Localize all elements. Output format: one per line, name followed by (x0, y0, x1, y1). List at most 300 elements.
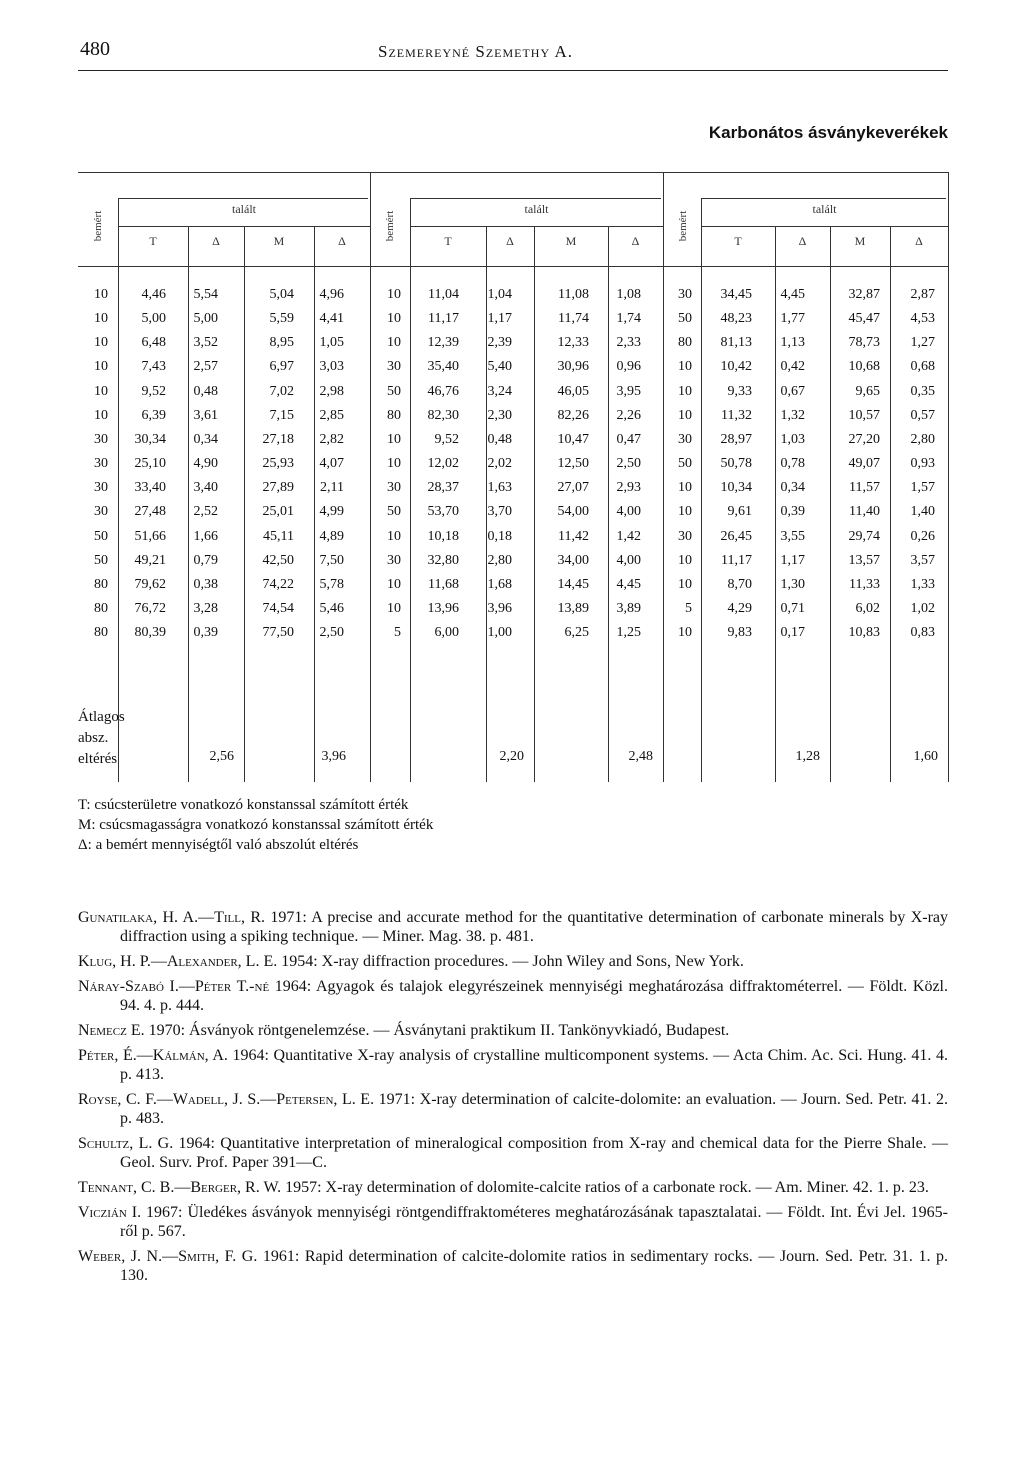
table-cell: 11,33 (849, 576, 880, 592)
table-cell: 1,25 (616, 625, 641, 641)
table-cell: 49,21 (134, 552, 166, 568)
table-cell: 50,78 (720, 456, 752, 472)
reference-authors: Schultz, L. G. (78, 1135, 174, 1152)
table-cell: 32,80 (427, 552, 459, 568)
table-title: Karbonátos ásványkeverékek (708, 123, 948, 142)
average-label-line: Átlagos (78, 709, 125, 725)
table-cell: 10 (387, 311, 401, 327)
table-cell: 74,54 (262, 600, 294, 616)
table-cell: 6,02 (855, 600, 880, 616)
table-cell: 4,45 (780, 287, 805, 302)
table-cell: 6,39 (141, 407, 166, 423)
col-label-bemert: bemért (92, 210, 104, 242)
table-cell: 9,52 (141, 383, 166, 399)
table-cell: 80 (387, 407, 401, 423)
table-cell: 10 (678, 383, 692, 399)
table-cell: 0,47 (616, 431, 641, 447)
table-cell: 3,57 (910, 552, 935, 568)
table-cell: 30,96 (557, 359, 589, 375)
table-cell: 11,17 (428, 311, 459, 327)
table-cell: 30 (94, 431, 108, 447)
table-cell: 76,72 (134, 600, 166, 616)
reference-authors: Tennant, C. B.—Berger, R. W. (78, 1179, 282, 1196)
legend (78, 795, 433, 855)
table-cell: 46,76 (427, 383, 459, 399)
table-cell: 50 (94, 528, 108, 544)
table-cell: 35,40 (427, 359, 459, 375)
table-cell: 5,78 (319, 576, 344, 592)
table-cell: 11,42 (558, 528, 589, 544)
table-cell: 2,33 (616, 335, 641, 351)
col-label: Δ (798, 234, 807, 248)
reference-text: 1971: A precise and accurate method for the quantitative determination of carbonate minerals by X-ray diffraction using a spiking technique. — Miner. Mag. 38. p. 481. (120, 909, 949, 945)
table-cell: 2,50 (319, 625, 344, 641)
table-cell: 11,68 (428, 576, 459, 592)
reference-entry (78, 1203, 948, 1241)
table-cell: 10 (94, 287, 108, 302)
reference-entry (78, 1134, 948, 1172)
average-value: 2,20 (499, 749, 524, 764)
table-cell: 0,57 (910, 407, 935, 423)
col-label-bemert: bemért (384, 210, 396, 242)
reference-entry (78, 1046, 948, 1084)
table-cell: 4,41 (319, 311, 344, 327)
table-cell: 5,54 (193, 287, 218, 302)
table-cell: 45,11 (263, 528, 294, 544)
table-cell: 50 (94, 552, 108, 568)
table-cell: 10 (678, 576, 692, 592)
col-label: T (734, 234, 742, 248)
table-cell: 10,42 (720, 359, 752, 375)
table-cell: 0,48 (487, 431, 512, 447)
table-cell: 3,03 (319, 359, 344, 375)
table-cell: 3,70 (487, 504, 512, 520)
table-cell: 7,15 (269, 407, 294, 423)
table-cell: 2,39 (487, 335, 512, 351)
legend-line: M: csúcsmagasságra vonatkozó konstanssal számított érték (78, 817, 434, 833)
reference-text: 1967: Üledékes ásványok mennyiségi röntgendiffraktométeres meghatározásának tapasztalatai. — Földt. Int. Évi Jel. 1965-ről p. 567. (120, 1204, 948, 1240)
table-cell: 1,66 (193, 528, 218, 544)
col-label: Δ (631, 234, 640, 248)
table-cell: 0,34 (193, 431, 218, 447)
table-cell: 10 (94, 383, 108, 399)
table-cell: 13,96 (427, 600, 459, 616)
table-cell: 3,61 (193, 407, 218, 423)
table-cell: 12,02 (427, 456, 459, 472)
table-cell: 13,57 (848, 552, 880, 568)
table-cell: 10 (387, 600, 401, 616)
table-cell: 29,74 (848, 528, 880, 544)
group-title-1 (410, 172, 663, 198)
table-cell: 0,67 (780, 383, 805, 399)
rule-vertical (948, 172, 949, 782)
table-cell: 0,48 (193, 383, 218, 399)
table-cell: 1,63 (487, 480, 512, 496)
table-cell: 50 (387, 504, 401, 520)
table-cell: 9,65 (855, 383, 880, 399)
table-cell: 3,52 (193, 335, 218, 351)
table-cell: 78,73 (848, 335, 880, 351)
col-label: Δ (338, 234, 346, 248)
table-cell: 26,45 (720, 528, 752, 544)
table-cell: 9,33 (727, 383, 752, 399)
col-label-talalt: talált (524, 202, 549, 216)
table-cell: 4,00 (616, 552, 641, 568)
average-value: 3,96 (321, 749, 346, 764)
table-cell: 0,26 (910, 528, 935, 544)
table-cell: 1,08 (616, 287, 641, 302)
table-cell: 2,93 (616, 480, 641, 496)
rule-group (118, 198, 368, 199)
table-cell: 1,74 (616, 311, 641, 327)
table-cell: 30 (387, 480, 401, 496)
table-cell: 33,40 (134, 480, 166, 496)
table-cell: 30 (94, 480, 108, 496)
reference-text: 1971: X-ray determination of calcite-dolomite: an evaluation. — Journ. Sed. Petr. 41. 2. p. 483. (120, 1091, 949, 1127)
table-cell: 30 (387, 359, 401, 375)
table-cell: 10 (678, 480, 692, 496)
table-cell: 48,23 (720, 311, 752, 327)
table-cell: 28,97 (720, 431, 752, 447)
table-cell: 1,05 (319, 335, 344, 351)
table-cell: 77,50 (262, 625, 294, 641)
table-cell: 10 (678, 407, 692, 423)
table-cell: 2,57 (193, 359, 218, 375)
rule-header-bottom (78, 266, 948, 267)
table-cell: 11,40 (849, 504, 880, 520)
table-cell: 4,90 (193, 456, 218, 472)
table-cell: 2,02 (487, 456, 512, 472)
table-cell: 1,00 (487, 625, 512, 641)
table-cell: 2,26 (616, 407, 641, 423)
table-cell: 5,59 (269, 311, 294, 327)
table-cell: 10 (678, 504, 692, 520)
table-cell: 12,39 (427, 335, 459, 351)
table-cell: 10,34 (720, 480, 752, 496)
reference-entry (78, 977, 948, 1015)
table-cell: 50 (678, 311, 692, 327)
table-cell: 10,57 (848, 407, 880, 423)
table-cell: 50 (387, 383, 401, 399)
reference-authors: Royse, C. F.—Wadell, J. S.—Petersen, L. E. (78, 1091, 375, 1108)
table-cell: 4,00 (616, 504, 641, 520)
table-cell: 80 (678, 335, 692, 351)
table-cell: 27,89 (262, 480, 294, 496)
table-cell: 82,26 (557, 407, 589, 423)
reference-entry (78, 952, 948, 971)
reference-authors: Gunatilaka, H. A.—Till, R. (78, 909, 265, 926)
table-cell: 42,50 (262, 552, 294, 568)
table-cell: 11,08 (558, 287, 589, 302)
rule-group (701, 198, 946, 199)
table-cell: 5 (394, 625, 401, 641)
reference-entry (78, 908, 948, 946)
table-cell: 10 (94, 311, 108, 327)
table-cell: 0,93 (910, 456, 935, 472)
table-cell: 10 (387, 456, 401, 472)
average-label-line: absz. (78, 730, 109, 746)
page-header (78, 36, 948, 71)
table-cell: 10 (387, 431, 401, 447)
table-cell: 1,02 (910, 600, 935, 616)
table-cell: 10 (94, 407, 108, 423)
average-value: 1,60 (913, 749, 938, 764)
table-cell: 2,82 (319, 431, 344, 447)
table-cell: 1,03 (780, 431, 805, 447)
table-cell: 4,89 (319, 528, 344, 544)
table-cell: 27,07 (557, 480, 589, 496)
table-cell: 0,42 (780, 359, 805, 375)
table-cell: 1,40 (910, 504, 935, 520)
table-cell: 3,40 (193, 480, 218, 496)
table-cell: 54,00 (557, 504, 589, 520)
average-label (78, 707, 125, 770)
table-cell: 2,87 (910, 287, 935, 302)
references (78, 908, 948, 1291)
table-cell: 8,95 (269, 335, 294, 351)
table-cell: 30 (678, 287, 692, 302)
rule-sub (701, 226, 948, 227)
reference-text: 1970: Ásványok röntgenelemzése. — Ásványtani praktikum II. Tankönyvkiadó, Budapest. (144, 1022, 730, 1039)
col-label: M (273, 234, 285, 248)
table-cell: 6,25 (564, 625, 589, 641)
table-cell: 5,00 (141, 311, 166, 327)
table-cell: 5 (685, 600, 692, 616)
table-cell: 0,71 (780, 600, 805, 616)
data-table (78, 172, 948, 782)
reference-authors: Weber, J. N.—Smith, F. G. (78, 1248, 258, 1265)
table-cell: 14,45 (557, 576, 589, 592)
table-cell: 32,87 (848, 287, 880, 302)
table-cell: 1,13 (780, 335, 805, 351)
table-cell: 0,83 (910, 625, 935, 641)
table-cell: 0,39 (193, 625, 218, 641)
table-cell: 74,22 (262, 576, 294, 592)
table-cell: 28,37 (427, 480, 459, 496)
reference-text: 1954: X-ray diffraction procedures. — John Wiley and Sons, New York. (277, 953, 744, 970)
table-cell: 1,17 (780, 552, 805, 568)
reference-entry (78, 1021, 948, 1040)
table-cell: 10 (387, 335, 401, 351)
table-cell: 2,11 (320, 480, 344, 496)
table-cell: 5,40 (487, 359, 512, 375)
col-label-talalt: talált (812, 202, 837, 216)
table-cell: 50 (678, 456, 692, 472)
group-title-2 (703, 172, 948, 198)
table-cell: 11,32 (721, 407, 752, 423)
average-value: 2,48 (628, 749, 653, 764)
legend-line: Δ: a bemért mennyiségtől való abszolút eltérés (78, 837, 359, 853)
table-cell: 3,96 (487, 600, 512, 616)
table-cell: 0,38 (193, 576, 218, 592)
table-cell: 27,18 (262, 431, 294, 447)
table-cell: 3,24 (487, 383, 512, 399)
table-cell: 1,04 (487, 287, 512, 302)
reference-authors: Viczián I. (78, 1204, 142, 1221)
table-cell: 30 (387, 552, 401, 568)
table-cell: 10 (387, 287, 401, 302)
reference-text: 1964: Quantitative interpretation of mineralogical composition from X-ray and chemical data for the Pierre Shale. — Geol. Surv. Prof. Paper 391—C. (120, 1135, 948, 1171)
table-cell: 11,74 (558, 311, 589, 327)
legend-line: T: csúcsterületre vonatkozó konstanssal számított érték (78, 797, 409, 813)
reference-authors: Péter, É.—Kálmán, A. (78, 1047, 228, 1064)
table-cell: 10,47 (557, 431, 589, 447)
table-cell: 34,00 (557, 552, 589, 568)
table-cell: 1,33 (910, 576, 935, 592)
table-cell: 25,10 (134, 456, 166, 472)
table-cell: 0,17 (780, 625, 805, 641)
table-cell: 4,96 (319, 287, 344, 302)
table-cell: 0,34 (780, 480, 805, 496)
table-cell: 12,50 (557, 456, 589, 472)
table-cell: 10,18 (427, 528, 459, 544)
table-cell: 5,04 (269, 287, 294, 302)
table-cell: 12,33 (557, 335, 589, 351)
col-label-talalt: talált (232, 202, 256, 216)
table-cell: 10 (94, 335, 108, 351)
table-cell: 11,04 (428, 287, 459, 302)
table-cell: 11,57 (849, 480, 880, 496)
table-cell: 27,20 (848, 431, 880, 447)
table-cell: 0,35 (910, 383, 935, 399)
table-cell: 1,57 (910, 480, 935, 496)
reference-entry (78, 1178, 948, 1197)
table-cell: 25,93 (262, 456, 294, 472)
table-cell: 13,89 (557, 600, 589, 616)
table-cell: 10 (678, 625, 692, 641)
rule-group (410, 198, 661, 199)
page-number: 480 (80, 38, 110, 60)
table-cell: 0,68 (910, 359, 935, 375)
table-cell: 11,17 (721, 552, 752, 568)
table-cell: 0,96 (616, 359, 641, 375)
col-label: Δ (915, 234, 923, 248)
table-cell: 10 (678, 359, 692, 375)
col-label: Δ (506, 234, 514, 248)
table-cell: 8,70 (727, 576, 752, 592)
reference-text: 1964: Quantitative X-ray analysis of crystalline multicomponent systems. — Acta Chim. Ac. Sci. Hung. 41. 4. p. 413. (120, 1047, 948, 1083)
col-label-bemert: bemért (677, 210, 689, 242)
table-cell: 3,89 (616, 600, 641, 616)
table-cell: 0,78 (780, 456, 805, 472)
col-label: M (565, 234, 577, 248)
col-label: T (149, 234, 157, 248)
table-cell: 7,50 (319, 552, 344, 568)
col-label: Δ (212, 234, 220, 248)
table-cell: 9,61 (727, 504, 752, 520)
reference-text: 1961: Rapid determination of calcite-dolomite ratios in sedimentary rocks. — Journ. Sed. Petr. 31. 1. p. 130. (120, 1248, 948, 1284)
table-cell: 6,48 (141, 335, 166, 351)
table-cell: 4,99 (319, 504, 344, 520)
reference-text: 1964: Agyagok és talajok elegyrészeinek mennyiségi meghatározása diffraktométerrel. — Földt. Közl. 94. 4. p. 444. (120, 978, 948, 1014)
running-title: Szemereyné Szemethy A. (378, 42, 573, 61)
table-cell: 30,34 (134, 431, 166, 447)
table-cell: 4,53 (910, 311, 935, 327)
table-cell: 53,70 (427, 504, 459, 520)
table-cell: 10 (678, 552, 692, 568)
table-cell: 25,01 (262, 504, 294, 520)
table-cell: 1,42 (616, 528, 641, 544)
col-label: T (444, 234, 452, 248)
table-cell: 1,17 (487, 311, 512, 327)
average-label-line: eltérés (78, 751, 118, 767)
table-cell: 6,00 (434, 625, 459, 641)
table-cell: 10,83 (848, 625, 880, 641)
table-cell: 2,52 (193, 504, 218, 520)
table-cell: 0,39 (780, 504, 805, 520)
table-cell: 51,66 (134, 528, 166, 544)
table-cell: 10,68 (848, 359, 880, 375)
table-cell: 1,32 (780, 407, 805, 423)
reference-entry (78, 1090, 948, 1128)
table-cell: 7,02 (269, 383, 294, 399)
table-cell: 80,39 (134, 625, 166, 641)
table-cell: 1,27 (910, 335, 935, 351)
reference-entry (78, 1247, 948, 1285)
table-cell: 2,98 (319, 383, 344, 399)
reference-authors: Klug, H. P.—Alexander, L. E. (78, 953, 278, 970)
table-cell: 7,43 (141, 359, 166, 375)
table-cell: 30 (94, 456, 108, 472)
table-cell: 2,50 (616, 456, 641, 472)
table-cell: 4,07 (319, 456, 344, 472)
table-cell: 4,29 (727, 600, 752, 616)
table-cell: 34,45 (720, 287, 752, 302)
average-value: 2,56 (209, 749, 234, 764)
table-cell: 2,80 (487, 552, 512, 568)
rule-sub (410, 226, 663, 227)
reference-authors: Náray-Szabó I.—Péter T.-né (78, 978, 270, 995)
table-cell: 81,13 (720, 335, 752, 351)
table-cell: 49,07 (848, 456, 880, 472)
table-cell: 30 (94, 504, 108, 520)
table-cell: 1,68 (487, 576, 512, 592)
reference-text: 1957: X-ray determination of dolomite-calcite ratios of a carbonate rock. — Am. Miner. 42. 1. p. 23. (281, 1179, 929, 1196)
table-cell: 80 (94, 576, 108, 592)
table-cell: 2,85 (319, 407, 344, 423)
table-cell: 80 (94, 600, 108, 616)
table-cell: 80 (94, 625, 108, 641)
table-cell: 82,30 (427, 407, 459, 423)
table-cell: 4,46 (141, 287, 166, 302)
table-cell: 9,83 (727, 625, 752, 641)
table-cell: 9,52 (434, 431, 459, 447)
table-cell: 5,46 (319, 600, 344, 616)
table-cell: 10 (94, 359, 108, 375)
table-cell: 0,18 (487, 528, 512, 544)
table-cell: 45,47 (848, 311, 880, 327)
average-value: 1,28 (795, 749, 820, 764)
table-cell: 1,77 (780, 311, 805, 327)
table-cell: 30 (678, 431, 692, 447)
table-cell: 30 (678, 528, 692, 544)
table-cell: 10 (387, 528, 401, 544)
table-cell: 3,95 (616, 383, 641, 399)
table-cell: 2,80 (910, 431, 935, 447)
table-cell: 79,62 (134, 576, 166, 592)
table-cell: 0,79 (193, 552, 218, 568)
reference-authors: Nemecz E. (78, 1022, 145, 1039)
table-cell: 27,48 (134, 504, 166, 520)
table-cell: 46,05 (557, 383, 589, 399)
table-cell: 6,97 (269, 359, 294, 375)
group-title-0 (118, 172, 370, 198)
table-cell: 10 (387, 576, 401, 592)
table-cell: 2,30 (487, 407, 512, 423)
table-cell: 3,28 (193, 600, 218, 616)
table-cell: 4,45 (616, 576, 641, 592)
table-cell: 3,55 (780, 528, 805, 544)
